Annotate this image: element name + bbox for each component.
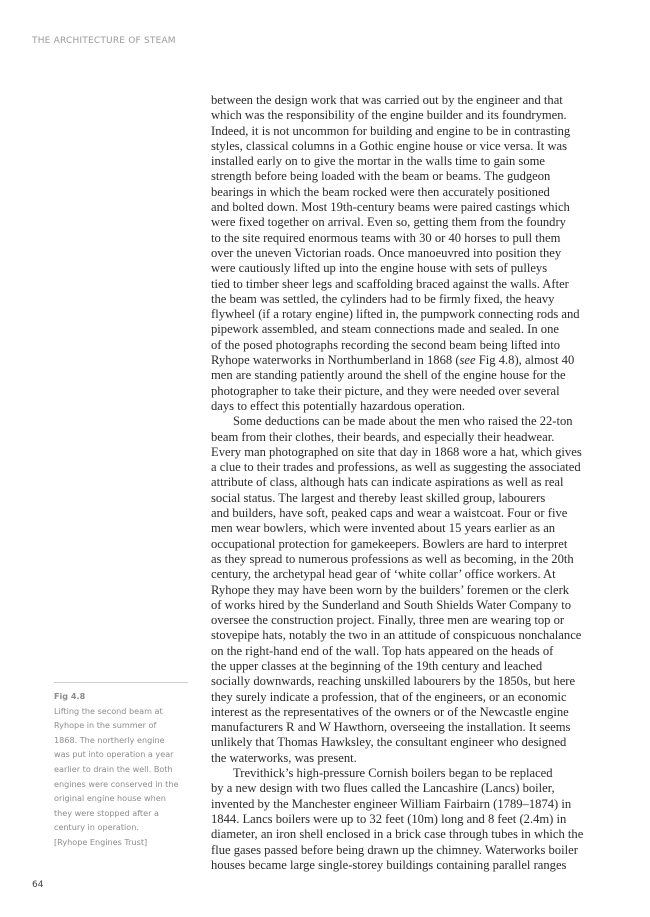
body-line: on the right-hand end of the wall. Top hats appeared on the heads of <box>211 643 554 658</box>
body-line: Every man photographed on site that day in 1868 wore a hat, which gives <box>211 444 582 459</box>
body-line: photographer to take their picture, and they were needed over several <box>211 383 560 398</box>
body-line: invented by the Manchester engineer William Fairbairn (1789–1874) in <box>211 796 572 811</box>
caption-text <box>54 704 188 850</box>
body-line: diameter, an iron shell enclosed in a brick case through tubes in which the <box>211 827 584 842</box>
body-line: which was the responsibility of the engine builder and its foundrymen. <box>211 108 567 123</box>
body-line: Ryhope waterworks in Northumberland in 1868 (see Fig 4.8), almost 40 <box>211 353 575 368</box>
running-head: THE ARCHITECTURE OF STEAM <box>32 36 176 46</box>
caption-line: engines were conserved in the <box>54 778 179 789</box>
body-line: the beam was settled, the cylinders had to be firmly fixed, the heavy <box>211 291 555 306</box>
page-number: 64 <box>32 880 44 890</box>
caption-line: earlier to drain the well. Both <box>54 763 173 774</box>
body-line: they surely indicate a profession, that of the engineers, or an economic <box>211 689 567 704</box>
caption-line: century in operation. <box>54 822 139 833</box>
body-line: oversee the construction project. Finally, three men are wearing top or <box>211 613 565 628</box>
body-line: over the uneven Victorian roads. Once manoeuvred into position they <box>211 245 562 260</box>
caption-line: Lifting the second beam at <box>54 705 163 716</box>
body-line: pipework assembled, and steam connections made and sealed. In one <box>211 322 559 337</box>
body-line: houses became large single-storey buildings containing parallel ranges <box>211 857 567 872</box>
body-line: socially downwards, reaching unskilled labourers by the 1850s, but here <box>211 674 576 689</box>
caption-line: 1868. The northerly engine <box>54 734 165 745</box>
body-line: unlikely that Thomas Hawksley, the consultant engineer who designed <box>211 735 567 750</box>
body-line: of works hired by the Sunderland and South Shields Water Company to <box>211 597 572 612</box>
body-line: days to effect this potentially hazardous operation. <box>211 398 466 413</box>
body-line: the upper classes at the beginning of the 19th century and leached <box>211 658 543 673</box>
caption-line: Ryhope in the summer of <box>54 720 157 731</box>
caption-line: was put into operation a year <box>54 749 174 760</box>
body-line: installed early on to give the mortar in the walls time to gain some <box>211 154 546 169</box>
body-line: the waterworks, was present. <box>211 750 357 765</box>
figure-label: Fig 4.8 <box>54 691 86 701</box>
figure-caption <box>54 682 188 850</box>
body-line: as they spread to numerous professions as well as becoming, in the 20th <box>211 551 574 566</box>
body-line: to the site required enormous teams with 30 or 40 horses to pull them <box>211 230 561 245</box>
body-line: attribute of class, although hats can indicate aspirations as well as real <box>211 475 564 490</box>
caption-line: they were stopped after a <box>54 807 159 818</box>
body-line: Ryhope they may have been worn by the builders’ foremen or the clerk <box>211 582 570 597</box>
body-line: bearings in which the beam rocked were then accurately positioned <box>211 184 550 199</box>
body-line: manufacturers R and W Hawthorn, overseeing the installation. It seems <box>211 720 571 735</box>
body-line: flywheel (if a rotary engine) lifted in, the pumpwork connecting rods and <box>211 307 580 322</box>
caption-line: [Ryhope Engines Trust] <box>54 836 148 847</box>
caption-line: original engine house when <box>54 793 166 804</box>
body-line: Indeed, it is not uncommon for building and engine to be in contrasting <box>211 123 571 138</box>
body-line: were fixed together on arrival. Even so, getting them from the foundry <box>211 215 566 230</box>
body-line: stovepipe hats, notably the two in an attitude of conspicuous nonchalance <box>211 628 582 643</box>
body-text <box>211 93 631 873</box>
body-line: between the design work that was carried out by the engineer and that <box>211 93 563 107</box>
body-line: social status. The largest and thereby least skilled group, labourers <box>211 490 546 505</box>
body-line: a clue to their trades and professions, as well as suggesting the associated <box>211 460 581 475</box>
body-line: and builders, have soft, peaked caps and wear a waistcoat. Four or five <box>211 506 568 521</box>
body-line: occupational protection for gamekeepers. Bowlers are hard to interpret <box>211 536 568 551</box>
body-line: by a new design with two flues called the Lancashire (Lancs) boiler, <box>211 781 555 796</box>
body-line: interest as the representatives of the owners or of the Newcastle engine <box>211 704 569 719</box>
body-line: styles, classical columns in a Gothic engine house or vice versa. It was <box>211 138 568 153</box>
body-line: strength before being loaded with the beam or beams. The gudgeon <box>211 169 551 184</box>
body-line: flue gases passed before being drawn up the chimney. Waterworks boiler <box>211 842 578 857</box>
body-line: century, the archetypal head gear of ‘white collar’ office workers. At <box>211 567 556 582</box>
body-line: men are standing patiently around the shell of the engine house for the <box>211 368 566 383</box>
body-line: Some deductions can be made about the men who raised the 22-ton <box>233 414 573 429</box>
body-line: men wear bowlers, which were invented about 15 years earlier as an <box>211 521 556 536</box>
body-line: of the posed photographs recording the second beam being lifted into <box>211 337 561 352</box>
body-line: and bolted down. Most 19th-century beams were paired castings which <box>211 200 570 215</box>
body-line: were cautiously lifted up into the engine house with sets of pulleys <box>211 261 548 276</box>
body-line: tied to timber sheer legs and scaffolding braced against the walls. After <box>211 276 569 291</box>
body-line: beam from their clothes, their beards, and especially their headwear. <box>211 429 555 444</box>
body-line: 1844. Lancs boilers were up to 32 feet (10m) long and 8 feet (2.4m) in <box>211 811 567 826</box>
body-line: Trevithick’s high-pressure Cornish boilers began to be replaced <box>233 766 553 781</box>
